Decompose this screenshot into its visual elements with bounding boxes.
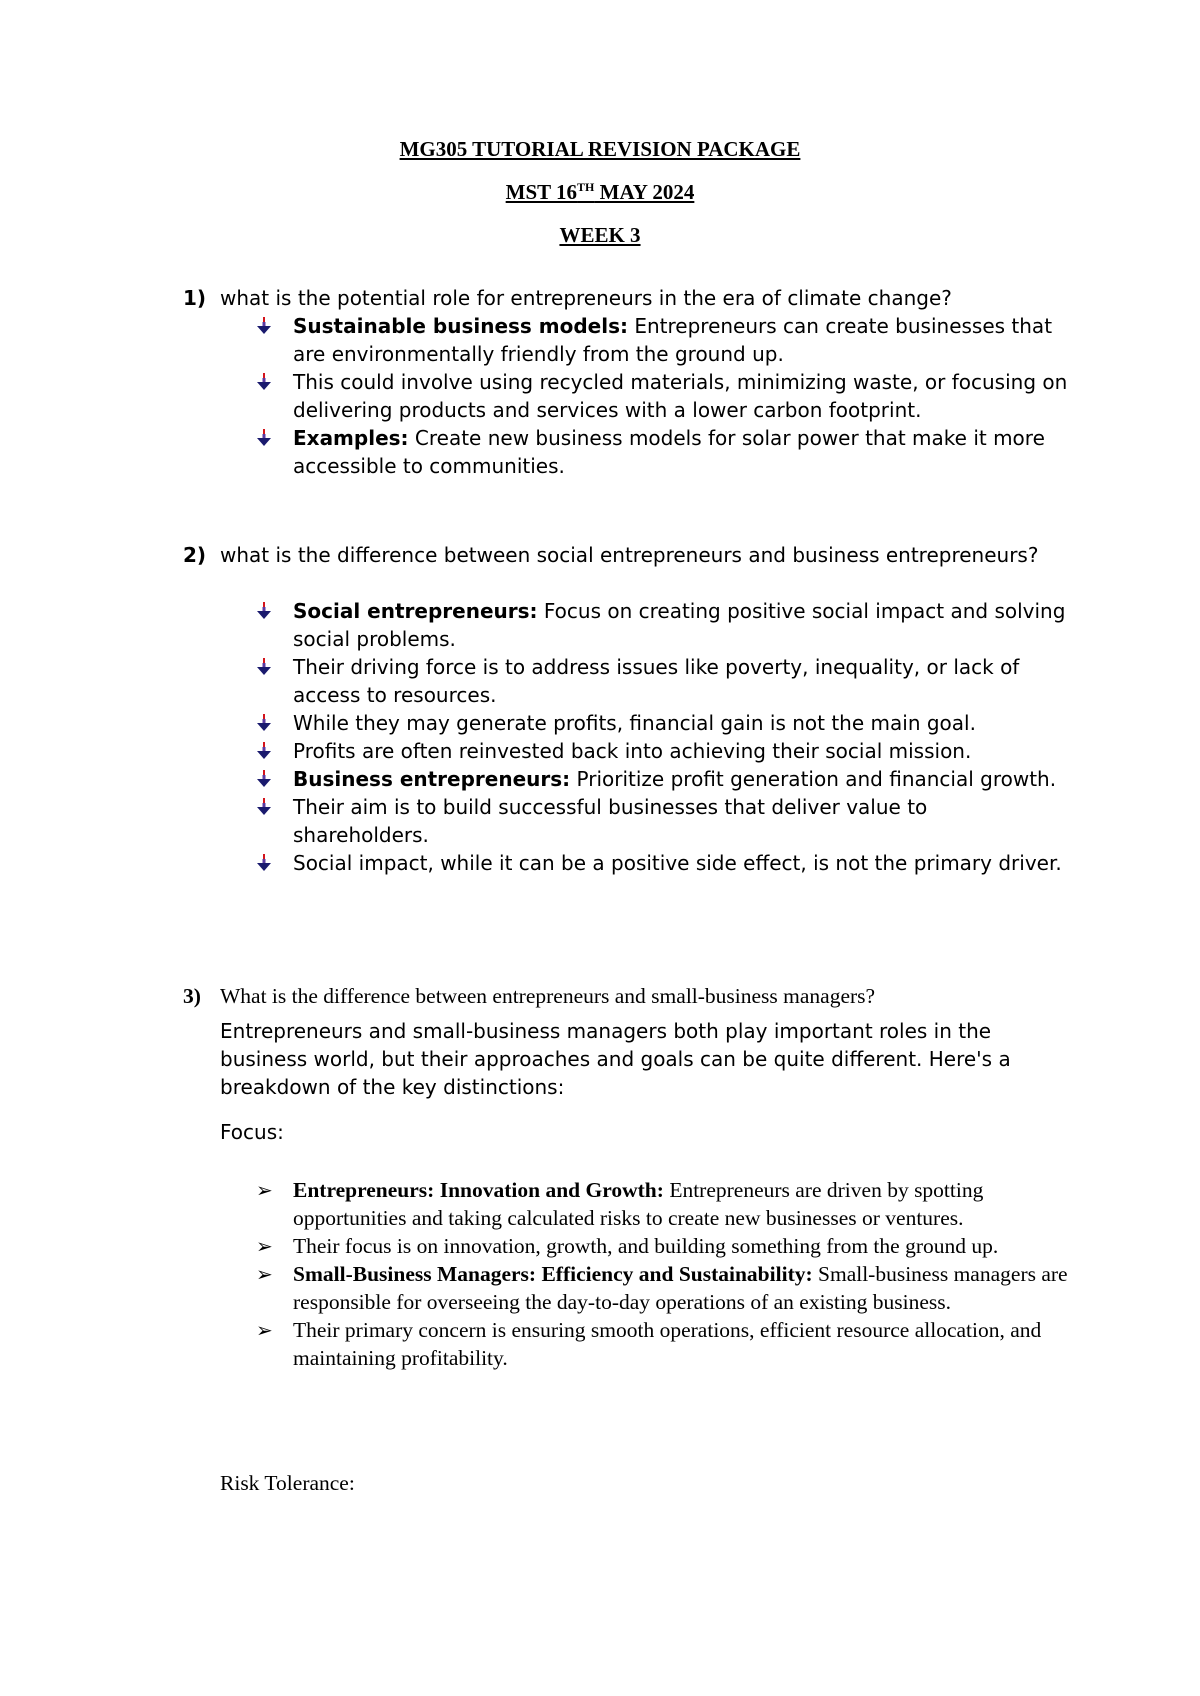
arrow-down-icon: [255, 429, 273, 447]
question-3-answer-list: [0, 1176, 1068, 1372]
question-1-text: what is the potential role for entrepreneurs in the era of climate change?: [220, 286, 952, 310]
question-3-number: 3): [183, 984, 201, 1008]
question-2-answer-list: [0, 597, 1068, 877]
arrow-down-icon: [255, 798, 273, 816]
question-2-text: what is the difference between social entrepreneurs and business entrepreneurs?: [220, 543, 1039, 567]
arrow-down-icon: [255, 317, 273, 335]
list-item: ➢ Small-Business Managers: Efficiency and Sustainability: Small-business managers are responsible for overseeing the day-to-day operations of an existing business.: [256, 1262, 1068, 1314]
document-date: MST 16TH MAY 2024: [505, 180, 695, 204]
list-item: Examples: Create new business models for solar power that make it more accessible to communities.: [0, 424, 1068, 480]
risk-tolerance-label: Risk Tolerance:: [220, 1471, 355, 1495]
week-heading: WEEK 3: [559, 223, 641, 247]
chevron-right-icon: ➢: [256, 1318, 273, 1342]
list-item: This could involve using recycled materials, minimizing waste, or focusing on delivering products and services with a lower carbon footprint.: [0, 368, 1068, 424]
arrow-down-icon: [255, 714, 273, 732]
arrow-down-icon: [255, 658, 273, 676]
arrow-down-icon: [255, 742, 273, 760]
list-item: Sustainable business models: Entrepreneurs can create businesses that are environmentally friendly from the ground up.: [0, 312, 1068, 368]
arrow-down-icon: [255, 373, 273, 391]
list-item: ➢ Their focus is on innovation, growth, and building something from the ground up.: [256, 1234, 999, 1258]
list-item: Their driving force is to address issues like poverty, inequality, or lack of access to resources.: [0, 653, 1068, 709]
question-1-answer-list: [0, 312, 1068, 480]
arrow-down-icon: [255, 770, 273, 788]
question-2-number: 2): [183, 543, 207, 567]
list-item: Their aim is to build successful businesses that deliver value to shareholders.: [0, 793, 1068, 849]
question-1-number: 1): [183, 286, 207, 310]
question-3-text: What is the difference between entrepreneurs and small-business managers?: [220, 984, 876, 1008]
chevron-right-icon: ➢: [256, 1178, 273, 1202]
chevron-right-icon: ➢: [256, 1262, 273, 1286]
list-item: ➢ Their primary concern is ensuring smooth operations, efficient resource allocation, and maintaining profitability.: [256, 1318, 1042, 1370]
list-item: Social entrepreneurs: Focus on creating positive social impact and solving social problems.: [0, 597, 1068, 653]
list-item: Social impact, while it can be a positive side effect, is not the primary driver.: [0, 849, 1068, 877]
document-title: MG305 TUTORIAL REVISION PACKAGE: [399, 137, 801, 161]
list-item: Profits are often reinvested back into achieving their social mission.: [0, 737, 1068, 765]
list-item: Business entrepreneurs: Prioritize profit generation and financial growth.: [0, 765, 1068, 793]
arrow-down-icon: [255, 602, 273, 620]
focus-label: Focus:: [220, 1120, 284, 1144]
list-item: While they may generate profits, financial gain is not the main goal.: [0, 709, 1068, 737]
arrow-down-icon: [255, 854, 273, 872]
chevron-right-icon: ➢: [256, 1234, 273, 1258]
question-3-intro: Entrepreneurs and small-business managers both play important roles in the business world, but their approaches and goals can be quite different. Here's a breakdown of the key distinctions:: [220, 1019, 1011, 1099]
list-item: ➢ Entrepreneurs: Innovation and Growth: Entrepreneurs are driven by spotting opportunities and taking calculated risks to create new businesses or ventures.: [256, 1178, 984, 1230]
